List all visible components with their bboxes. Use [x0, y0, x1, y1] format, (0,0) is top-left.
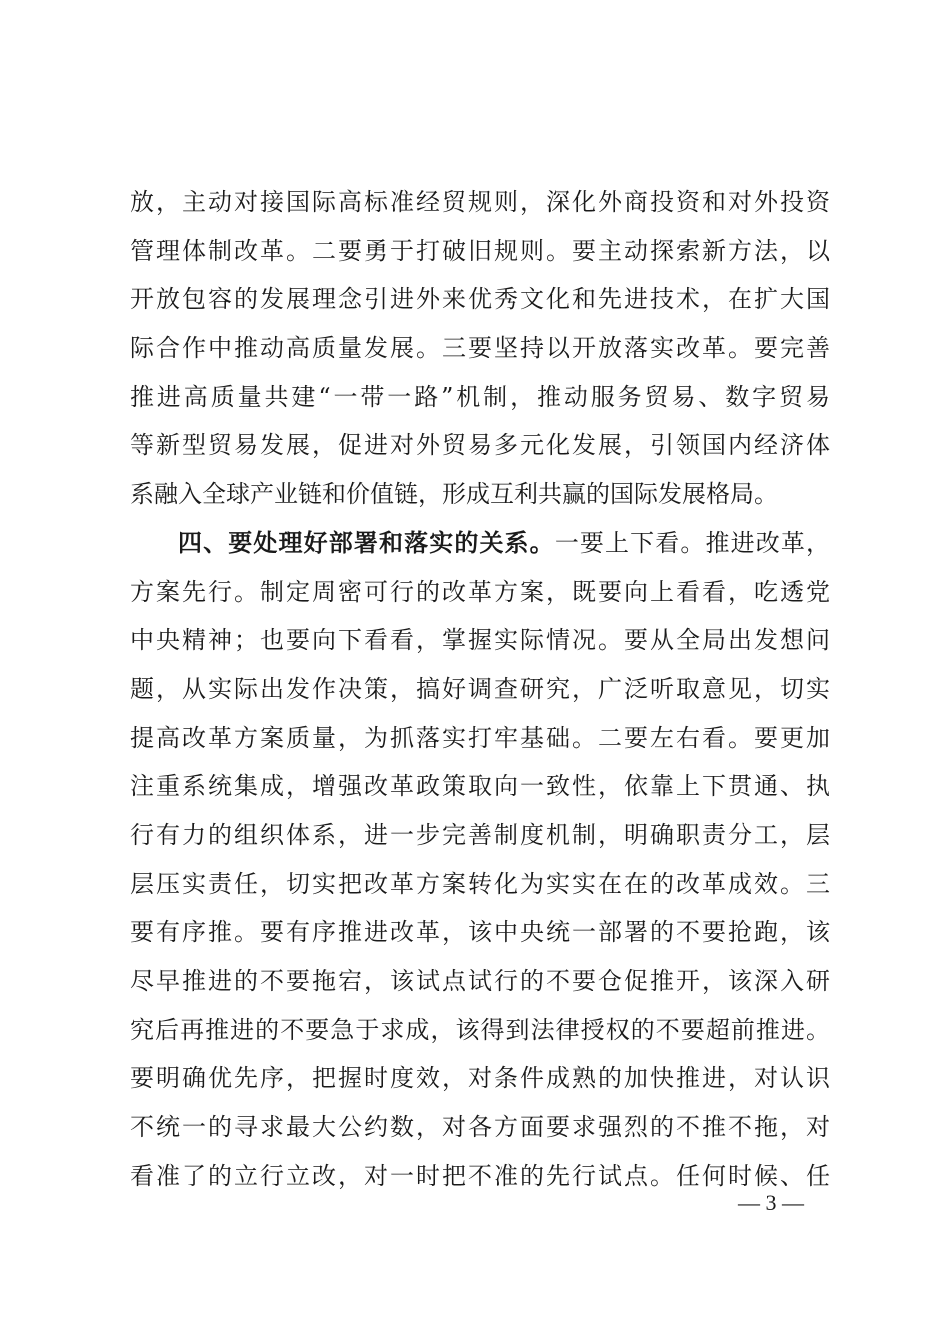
text-line: 管理体制改革。二要勇于打破旧规则。要主动探索新方法，以 — [130, 236, 830, 265]
text-line: 中央精神；也要向下看看，掌握实际情况。要从全局出发想问 — [130, 626, 830, 655]
section-heading-line — [130, 519, 830, 568]
text-line: 要明确优先序，把握时度效，对条件成熟的加快推进，对认识 — [130, 1064, 830, 1093]
text-line: 题，从实际出发作决策，搞好调查研究，广泛听取意见，切实 — [130, 674, 830, 703]
text-line: 放，主动对接国际高标准经贸规则，深化外商投资和对外投资 — [130, 188, 830, 216]
page-number: — 3 — — [738, 1190, 804, 1215]
text-line: 提高改革方案质量，为抓落实打牢基础。二要左右看。要更加 — [130, 723, 830, 752]
text-line: 尽早推进的不要拖宕，该试点试行的不要仓促推开，该深入研 — [130, 967, 830, 995]
text-line: 行有力的组织体系，进一步完善制度机制，明确职责分工，层 — [130, 820, 830, 849]
section-heading-rest: 一要上下看。推进改革， — [554, 528, 831, 557]
text-line: 看准了的立行立改，对一时把不准的先行试点。任何时候、任 — [130, 1161, 830, 1190]
text-line: 等新型贸易发展，促进对外贸易多元化发展，引领国内经济体 — [130, 431, 830, 460]
text-line: 层压实责任，切实把改革方案转化为实实在在的改革成效。三 — [130, 869, 830, 898]
text-line: 不统一的寻求最大公约数，对各方面要求强烈的不推不拖，对 — [130, 1113, 830, 1142]
text-line: 推进高质量共建“一带一路”机制，推动服务贸易、数字贸易 — [130, 382, 830, 411]
text-line: 际合作中推动高质量发展。三要坚持以开放落实改革。要完善 — [130, 334, 830, 363]
body-text — [130, 178, 830, 1200]
section-heading: 四、要处理好部署和落实的关系。 — [178, 528, 555, 557]
text-line: 究后再推进的不要急于求成，该得到法律授权的不要超前推进。 — [130, 1015, 830, 1044]
text-line: 注重系统集成，增强改革政策取向一致性，依靠上下贯通、执 — [130, 772, 830, 801]
text-line: 系融入全球产业链和价值链，形成互利共赢的国际发展格局。 — [130, 480, 778, 509]
text-line: 方案先行。制定周密可行的改革方案，既要向上看看，吃透党 — [130, 577, 830, 606]
text-line: 开放包容的发展理念引进外来优秀文化和先进技术，在扩大国 — [130, 285, 830, 314]
text-line: 要有序推。要有序推进改革，该中央统一部署的不要抢跑，该 — [130, 918, 830, 947]
